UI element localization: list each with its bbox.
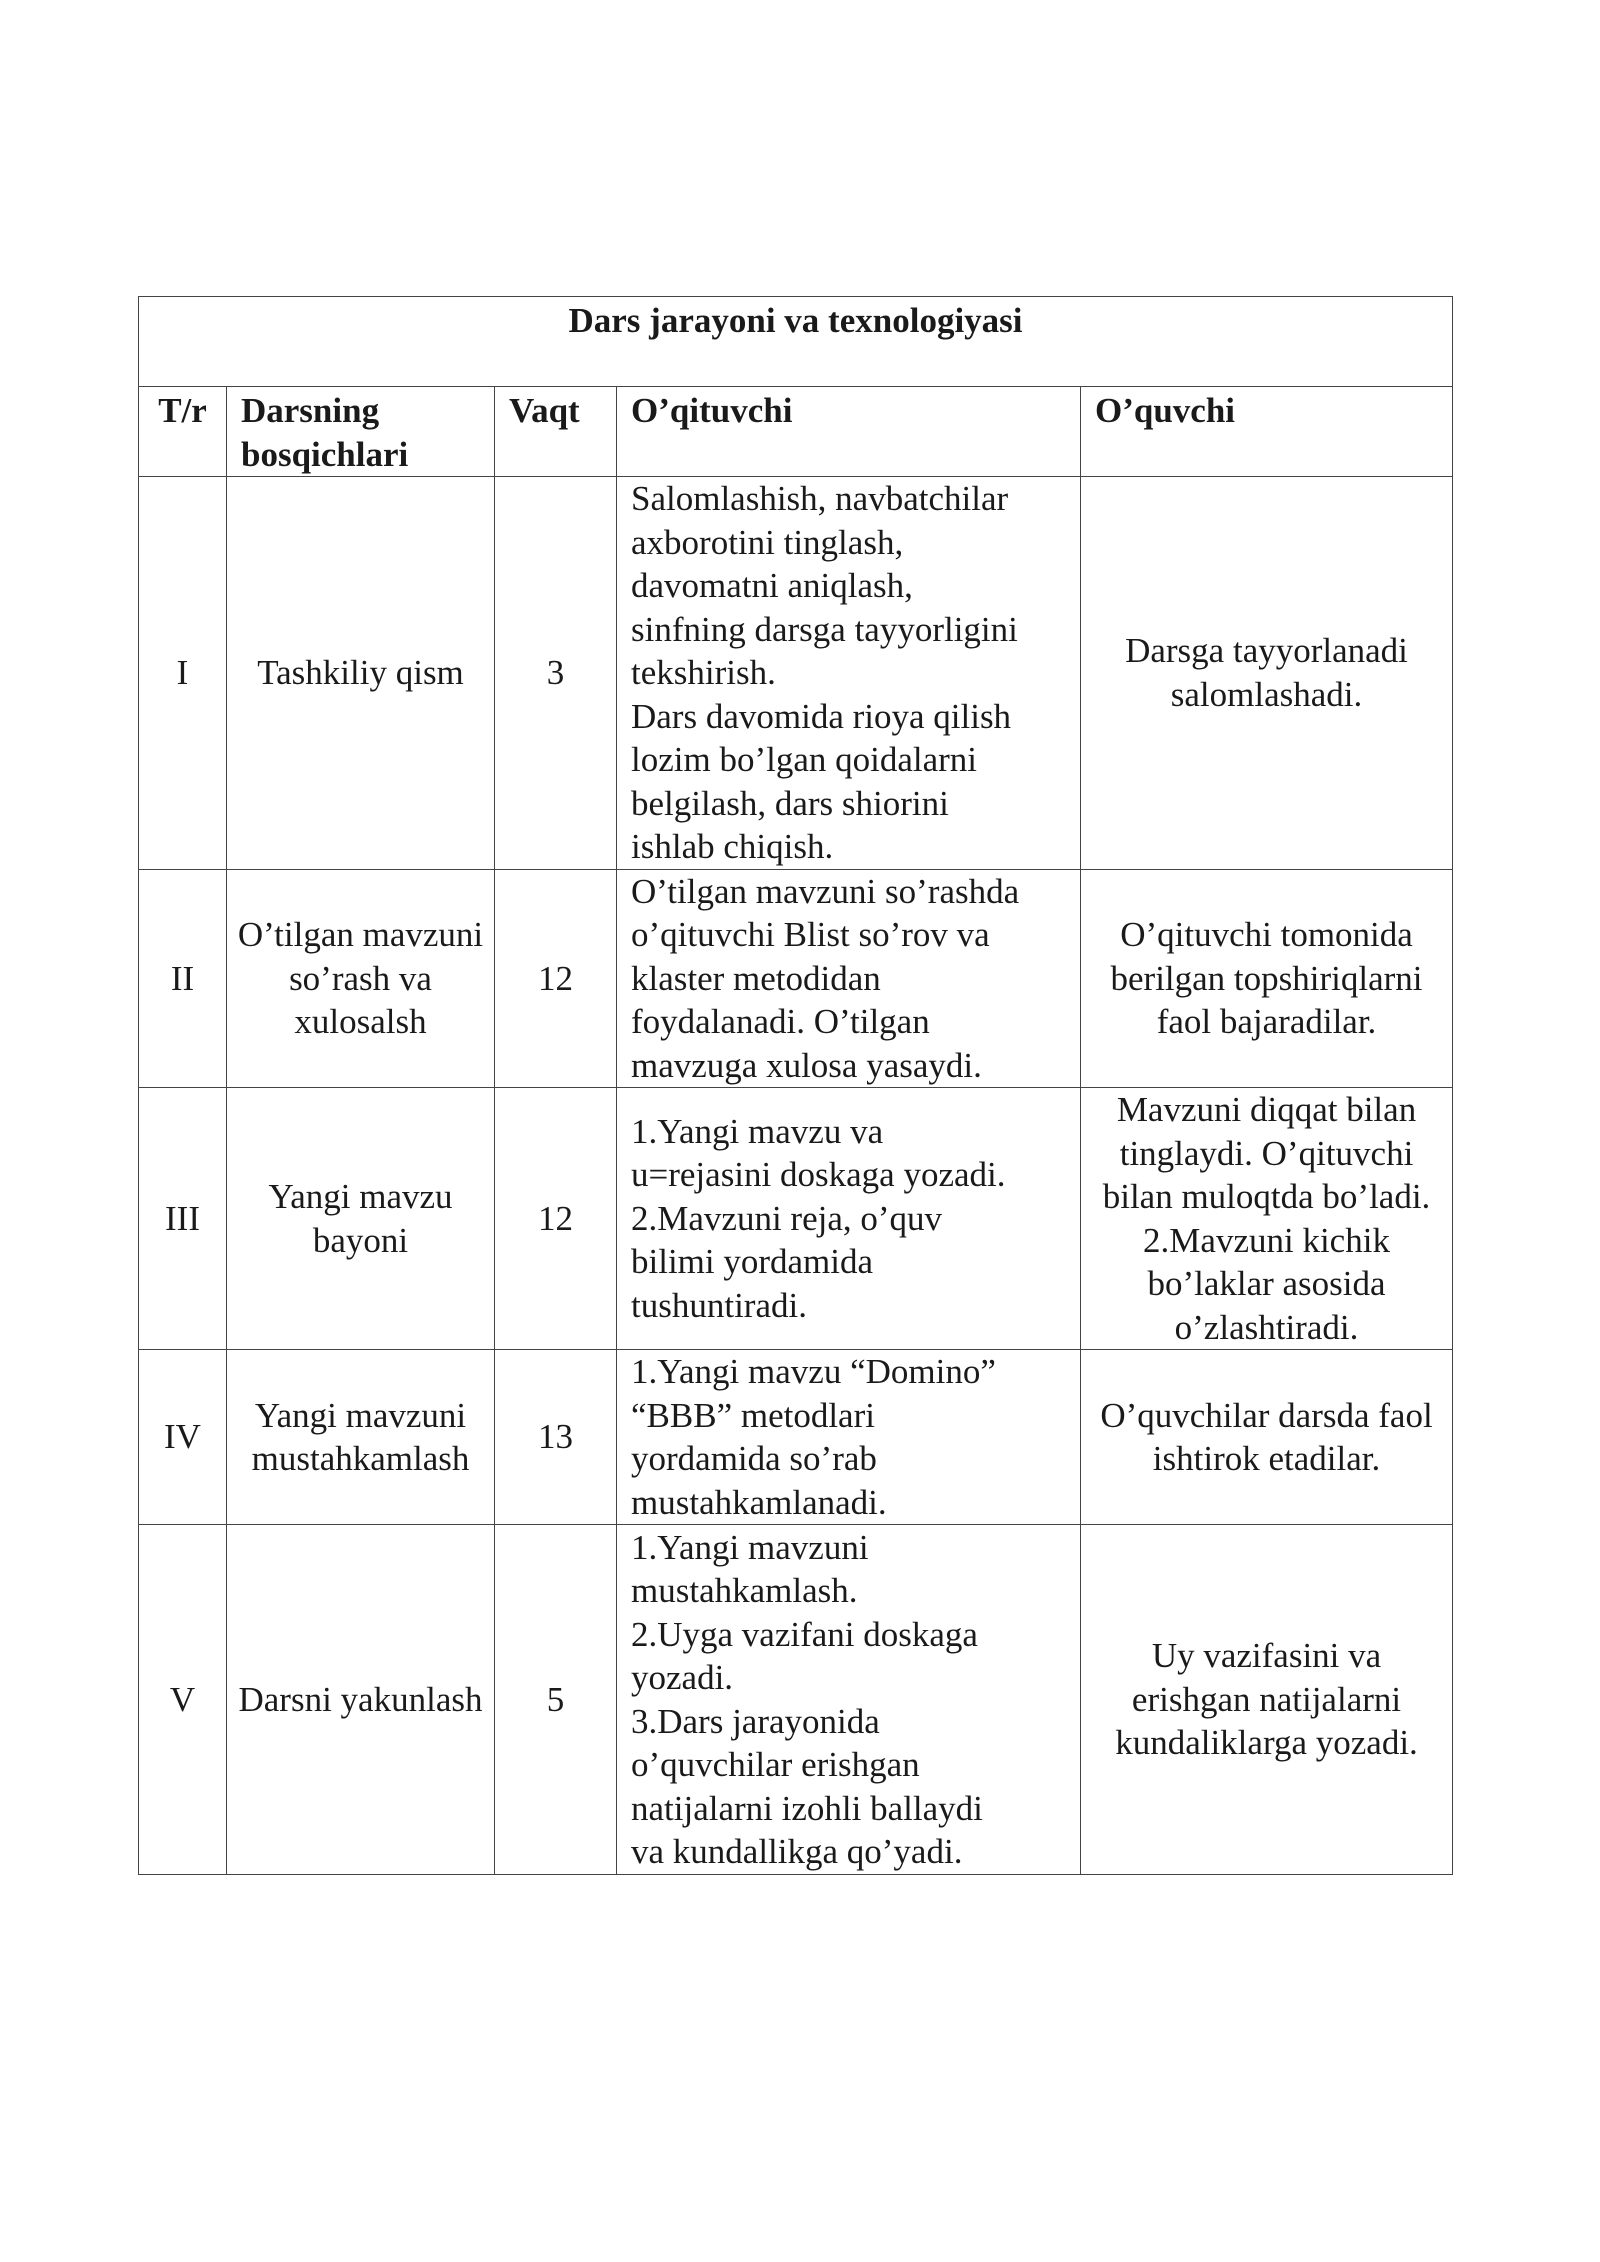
teacher-text-line: va kundallikga qo’yadi. — [631, 1832, 963, 1871]
table-row — [139, 1525, 1453, 1875]
teacher-text-line: O’tilgan mavzuni so’rashda — [631, 871, 1020, 911]
row-number: II — [139, 869, 227, 1088]
teacher-text-line: o’quvchilar erishgan — [631, 1745, 920, 1784]
row-number: IV — [139, 1350, 227, 1525]
teacher-text-line: o’qituvchi Blist so’rov va — [631, 915, 990, 954]
teacher-text-line: 1.Yangi mavzuni — [631, 1527, 869, 1567]
student-cell — [1081, 869, 1453, 1088]
student-text: O’qituvchi tomonida berilgan topshiriqlarni faol bajaradilar. — [1110, 915, 1423, 1041]
lesson-process-table — [138, 296, 1453, 1875]
teacher-text-line: Dars davomida rioya qilish — [631, 696, 1012, 736]
student-text: Uy vazifasini va erishgan natijalarni kundaliklarga yozadi. — [1115, 1636, 1418, 1763]
teacher-text-line: natijalarni izohli ballaydi — [631, 1788, 983, 1828]
table-row — [139, 1350, 1453, 1525]
time-cell: 12 — [495, 1088, 617, 1350]
teacher-text-line: “BBB” metodlari — [631, 1395, 875, 1435]
stage-cell: Yangi mavzu bayoni — [227, 1088, 495, 1350]
student-text: Darsga tayyorlanadi salomlashadi. — [1125, 631, 1408, 714]
header-row — [139, 387, 1453, 477]
teacher-text-line: tekshirish. — [631, 653, 776, 692]
row-number: III — [139, 1088, 227, 1350]
teacher-text-line: 2.Mavzuni reja, o’quv — [631, 1198, 943, 1238]
header-student: O’quvchi — [1081, 387, 1453, 477]
header-stage-line1: Darsning — [241, 391, 380, 430]
teacher-text-line: davomatni aniqlash, — [631, 566, 913, 605]
header-stage-line2: bosqichlari — [241, 434, 409, 474]
student-text: Mavzuni diqqat bilan tinglaydi. O’qituvchi bilan muloqtda bo’ladi. 2.Mavzuni kichik bo’laklar asosida o’zlashtiradi. — [1102, 1090, 1431, 1347]
table-row — [139, 477, 1453, 870]
time-cell: 3 — [495, 477, 617, 870]
header-stage — [227, 387, 495, 477]
student-cell — [1081, 1350, 1453, 1525]
header-teacher: O’qituvchi — [617, 387, 1081, 477]
stage-cell: Darsni yakunlash — [227, 1525, 495, 1875]
teacher-text-line: lozim bo’lgan qoidalarni — [631, 740, 978, 779]
teacher-text-line: axborotini tinglash, — [631, 522, 904, 562]
table-row — [139, 869, 1453, 1088]
teacher-text-line: klaster metodidan — [631, 958, 881, 998]
teacher-cell — [617, 477, 1081, 870]
teacher-text-line: sinfning darsga tayyorligini — [631, 609, 1018, 649]
time-cell: 12 — [495, 869, 617, 1088]
teacher-text-line: 1.Yangi mavzu “Domino” — [631, 1352, 996, 1391]
stage-cell: O’tilgan mavzuni so’rash va xulosalsh — [227, 869, 495, 1088]
teacher-text-line: u=rejasini doskaga yozadi. — [631, 1155, 1006, 1195]
teacher-cell — [617, 1088, 1081, 1350]
teacher-text-line: 1.Yangi mavzu va — [631, 1111, 884, 1151]
teacher-text-line: ishlab chiqish. — [631, 827, 834, 866]
row-number: I — [139, 477, 227, 870]
table-title: Dars jarayoni va texnologiyasi — [139, 297, 1453, 387]
teacher-text-line: yordamida so’rab — [631, 1439, 877, 1478]
teacher-text-line: mustahkamlanadi. — [631, 1482, 887, 1522]
teacher-text-line: belgilash, dars shiorini — [631, 783, 949, 823]
student-text: O’quvchilar darsda faol ishtirok etadilar. — [1100, 1395, 1433, 1478]
time-cell: 13 — [495, 1350, 617, 1525]
teacher-text-line: yozadi. — [631, 1658, 734, 1697]
student-cell — [1081, 1088, 1453, 1350]
teacher-cell — [617, 1350, 1081, 1525]
teacher-text-line: mavzuga xulosa yasaydi. — [631, 1045, 982, 1085]
table-row — [139, 1088, 1453, 1350]
time-cell: 5 — [495, 1525, 617, 1875]
teacher-cell — [617, 869, 1081, 1088]
teacher-text-line: foydalanadi. O’tilgan — [631, 1002, 930, 1041]
teacher-text-line: Salomlashish, navbatchilar — [631, 479, 1009, 518]
teacher-text-line: bilimi yordamida — [631, 1242, 874, 1282]
header-time: Vaqt — [495, 387, 617, 477]
header-tr: T/r — [139, 387, 227, 477]
row-number: V — [139, 1525, 227, 1875]
stage-cell: Tashkiliy qism — [227, 477, 495, 870]
teacher-text-line: mustahkamlash. — [631, 1571, 858, 1610]
teacher-text-line: tushuntiradi. — [631, 1285, 807, 1325]
stage-cell: Yangi mavzuni mustahkamlash — [227, 1350, 495, 1525]
student-cell — [1081, 1525, 1453, 1875]
student-cell — [1081, 477, 1453, 870]
teacher-text-line: 3.Dars jarayonida — [631, 1701, 880, 1741]
teacher-cell — [617, 1525, 1081, 1875]
teacher-text-line: 2.Uyga vazifani doskaga — [631, 1614, 978, 1654]
